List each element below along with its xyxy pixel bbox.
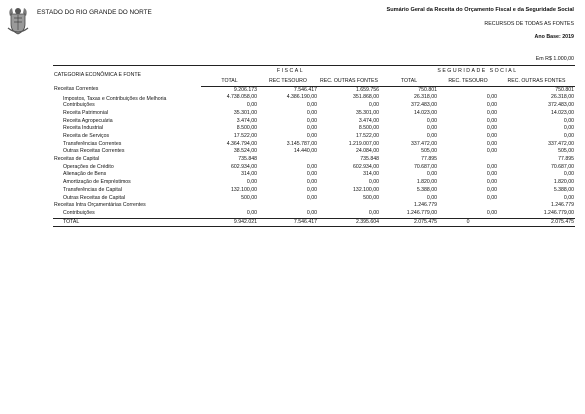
value-cell: 3.474,00 — [358, 117, 380, 124]
value-cell: 0,00 — [306, 117, 317, 124]
value-cell: 0,00 — [306, 132, 317, 139]
value-cell: 14.440,00 — [293, 148, 317, 155]
row-label: Receita Industrial — [63, 125, 104, 132]
value-cell: 0,00 — [486, 117, 498, 124]
value-cell: 77.895 — [421, 156, 438, 163]
value-cell: 1.659.756 — [355, 86, 380, 93]
value-cell: 0,00 — [306, 186, 317, 193]
value-cell: 3.474,00 — [236, 117, 257, 124]
row-label: Amortização de Empréstimos — [63, 179, 131, 186]
value-cell: 0,00 — [426, 171, 438, 178]
value-cell: 0,00 — [306, 109, 317, 116]
value-cell: 0,00 — [306, 102, 317, 109]
total-row — [53, 218, 575, 227]
value-cell: 4.738.058,00 — [226, 94, 257, 101]
unit-note: Em R$ 1.000,00 — [535, 56, 574, 62]
value-cell: 1.246.779,00 — [406, 209, 438, 216]
value-cell: 8.500,00 — [358, 125, 380, 132]
value-cell: 0,00 — [563, 171, 575, 178]
value-cell: 337.472,00 — [411, 140, 438, 147]
value-cell: 0,00 — [486, 125, 498, 132]
value-cell: 0,00 — [426, 117, 438, 124]
total-cell: 2.075.475 — [498, 218, 575, 227]
base-year: Ano Base: 2019 — [534, 34, 574, 40]
value-cell: 0,00 — [306, 163, 317, 170]
value-cell: 0,00 — [486, 109, 498, 116]
value-cell: 0,00 — [486, 132, 498, 139]
value-cell: 314,00 — [241, 171, 257, 178]
value-cell: 0,00 — [486, 171, 498, 178]
source-row — [53, 94, 575, 102]
source-row — [53, 118, 575, 126]
report-title: Sumário Geral da Receita do Orçamento Fiscal e da Seguridade Social — [386, 7, 574, 13]
value-cell: 0,00 — [306, 171, 317, 178]
value-cell: 0,00 — [486, 102, 498, 109]
value-cell: 14.023,00 — [413, 109, 438, 116]
source-row — [53, 195, 575, 203]
state-name: ESTADO DO RIO GRANDE DO NORTE — [37, 9, 152, 16]
value-cell: 0,00 — [306, 209, 317, 216]
value-cell: 0,00 — [426, 132, 438, 139]
row-label: Operações de Crédito — [63, 163, 114, 170]
value-cell: 0,00 — [246, 209, 257, 216]
value-cell: 602.934,00 — [231, 163, 257, 170]
value-cell: 0,00 — [486, 179, 498, 186]
row-label: Receita Agropecuária — [63, 117, 113, 124]
value-cell: 314,00 — [363, 171, 380, 178]
value-cell: 0,00 — [426, 125, 438, 132]
value-cell: 8.500,00 — [236, 125, 257, 132]
source-row — [53, 125, 575, 133]
row-label: Impostos, Taxas e Contribuições de Melhoria — [63, 95, 167, 102]
value-cell: 5.388,00 — [553, 186, 575, 193]
total-label: TOTAL — [53, 218, 201, 227]
source-row — [53, 102, 575, 110]
value-cell: 1.246.779,00 — [543, 209, 575, 216]
value-cell: 0,00 — [486, 148, 498, 155]
total-cell: 0 — [438, 218, 498, 227]
value-cell — [318, 202, 380, 210]
total-cell: 2.395.604 — [318, 218, 380, 227]
col-header-fiscal-tesouro: REC TESOURO — [258, 78, 318, 86]
col-header-seg-outras: REC. OUTRAS FONTES — [498, 78, 575, 86]
row-label: Receitas de Capital — [54, 156, 99, 163]
report-subtitle: RECURSOS DE TODAS AS FONTES — [484, 21, 574, 27]
total-cell: 9.942.021 — [201, 218, 258, 227]
row-label: Alienação de Bens — [63, 171, 107, 178]
value-cell: 0,00 — [486, 94, 498, 101]
value-cell: 505,00 — [558, 148, 575, 155]
value-cell: 4.386.190,00 — [286, 94, 317, 101]
value-cell: 0,00 — [563, 117, 575, 124]
value-cell: 26.318,00 — [550, 94, 575, 101]
row-label: Receita Patrimonial — [63, 109, 108, 116]
value-cell: 0,00 — [486, 209, 498, 216]
value-cell: 351.868,00 — [353, 94, 380, 101]
value-cell: 372.483,00 — [548, 102, 575, 109]
value-cell: 735.848 — [360, 156, 380, 163]
source-row — [53, 141, 575, 149]
value-cell: 500,00 — [363, 194, 380, 201]
category-row — [53, 86, 575, 94]
fiscal-group-header: FISCAL — [201, 66, 380, 79]
row-label: Outras Receitas de Capital — [63, 194, 125, 201]
seguridade-group-header: SEGURIDADE SOCIAL — [380, 66, 575, 79]
value-cell: 0,00 — [563, 194, 575, 201]
value-cell: 35.301,00 — [233, 109, 257, 116]
value-cell: 70.687,00 — [550, 163, 575, 170]
source-row — [53, 187, 575, 195]
source-row — [53, 164, 575, 172]
row-label: Receitas Intra Orçamentárias Correntes — [54, 202, 146, 209]
value-cell: 24.084,00 — [355, 148, 380, 155]
value-cell — [258, 202, 318, 210]
value-cell — [438, 156, 498, 164]
value-cell: 70.687,00 — [413, 163, 438, 170]
value-cell: 17.522,00 — [233, 132, 257, 139]
value-cell — [258, 156, 318, 164]
value-cell: 4.364.794,00 — [226, 140, 257, 147]
value-cell: 1.820,00 — [553, 179, 575, 186]
value-cell: 14.023,00 — [550, 109, 575, 116]
value-cell: 35.301,00 — [355, 109, 380, 116]
value-cell: 0,00 — [306, 194, 317, 201]
source-row — [53, 171, 575, 179]
value-cell: 0,00 — [563, 125, 575, 132]
value-cell: 1.246.779 — [413, 202, 438, 209]
source-row — [53, 133, 575, 141]
value-cell: 3.145.787,00 — [286, 140, 317, 147]
revenue-summary-table — [53, 65, 575, 227]
value-cell: 7.546.417 — [293, 86, 317, 93]
value-cell: 0,00 — [306, 125, 317, 132]
value-cell: 0,00 — [306, 179, 317, 186]
value-cell — [438, 202, 498, 210]
category-row — [53, 202, 575, 210]
value-cell: 9.206.173 — [233, 86, 257, 93]
value-cell: 0,00 — [368, 102, 380, 109]
value-cell: 0,00 — [486, 186, 498, 193]
value-cell: 0,00 — [246, 102, 257, 109]
value-cell: 750.801 — [418, 86, 438, 93]
value-cell: 1.219.007,00 — [348, 140, 380, 147]
value-cell: 0,00 — [368, 209, 380, 216]
row-label: Contribuições — [63, 209, 95, 216]
col-header-fiscal-outras: REC. OUTRAS FONTES — [318, 78, 380, 86]
total-cell: 2.075.475 — [380, 218, 438, 227]
value-cell: 132.100,00 — [353, 186, 380, 193]
category-header: CATEGORIA ECONÔMICA E FONTE — [53, 66, 201, 87]
value-cell: 5.388,00 — [416, 186, 438, 193]
source-row — [53, 210, 575, 218]
value-cell: 1.246.779 — [550, 202, 575, 209]
source-row — [53, 179, 575, 187]
value-cell: 602.934,00 — [353, 163, 380, 170]
value-cell: 132.100,00 — [231, 186, 257, 193]
value-cell: 372.483,00 — [411, 102, 438, 109]
value-cell: 0,00 — [563, 132, 575, 139]
value-cell: 26.318,00 — [413, 94, 438, 101]
value-cell: 0,00 — [368, 179, 380, 186]
value-cell: 0,00 — [426, 194, 438, 201]
value-cell: 17.522,00 — [355, 132, 380, 139]
value-cell — [201, 202, 258, 210]
col-header-seg-tesouro: REC. TESOURO — [438, 78, 498, 86]
value-cell: 0,00 — [486, 140, 498, 147]
col-header-fiscal-total: TOTAL — [201, 78, 258, 86]
row-label: Transferências Correntes — [63, 140, 122, 147]
value-cell: 77.895 — [558, 156, 575, 163]
category-row — [53, 156, 575, 164]
value-cell: 0,00 — [486, 194, 498, 201]
col-header-seg-total: TOTAL — [380, 78, 438, 86]
source-row — [53, 148, 575, 156]
value-cell: 500,00 — [241, 194, 257, 201]
value-cell: 38.524,00 — [233, 148, 257, 155]
value-cell: 0,00 — [486, 163, 498, 170]
row-label: Contribuições — [63, 102, 95, 109]
state-coat-of-arms-icon — [6, 6, 30, 36]
row-label: Receita de Serviços — [63, 132, 110, 139]
source-row — [53, 110, 575, 118]
row-label: Transferências de Capital — [63, 186, 122, 193]
total-cell: 7.546.417 — [258, 218, 318, 227]
value-cell: 1.820,00 — [416, 179, 438, 186]
row-label: Outras Receitas Correntes — [63, 148, 125, 155]
value-cell: 0,00 — [246, 179, 257, 186]
row-label: Receitas Correntes — [54, 86, 99, 93]
value-cell: 750.801 — [555, 86, 575, 93]
value-cell: 735.848 — [238, 156, 257, 163]
value-cell: 505,00 — [421, 148, 438, 155]
value-cell — [438, 86, 498, 94]
value-cell: 337.472,00 — [548, 140, 575, 147]
